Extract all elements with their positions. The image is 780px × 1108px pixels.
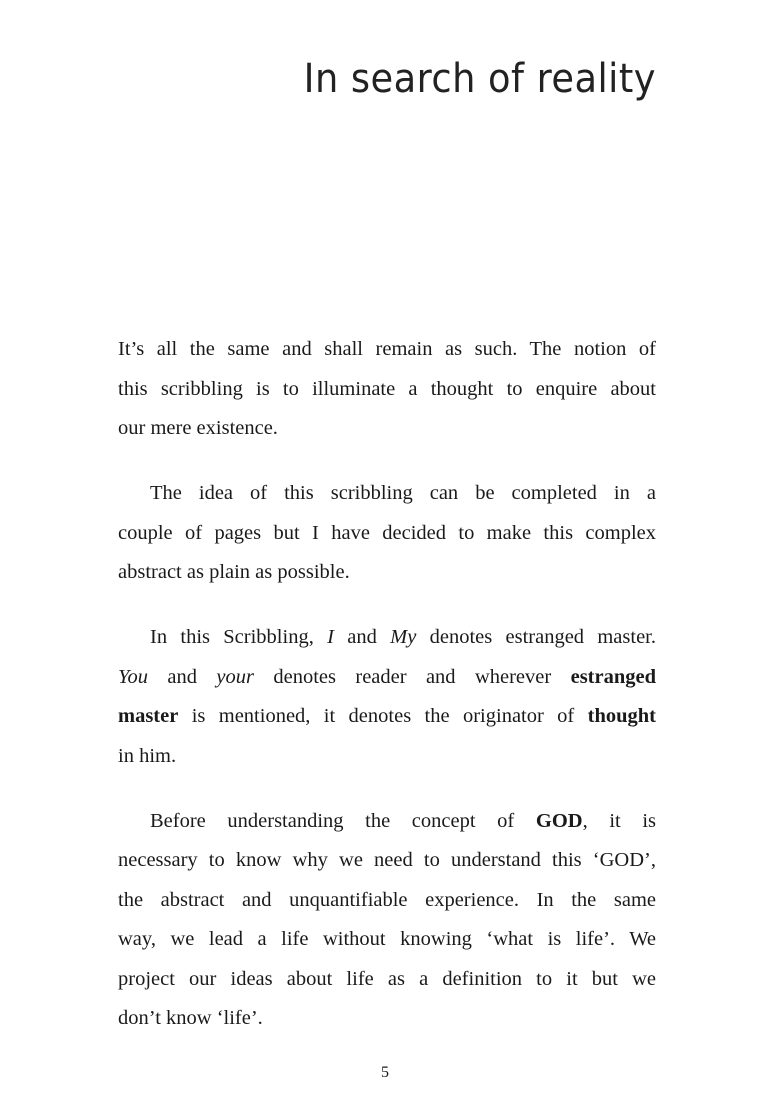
bold-text: thought [587,705,656,727]
text-line [118,409,656,449]
text-line [118,881,656,921]
text-line [118,737,656,777]
text-span: denotes estranged master. [416,626,656,648]
bold-text: estranged [570,665,656,688]
italic-text: I [327,626,334,648]
text-span: The idea of this scribbling can be completed in a [150,482,656,504]
paragraph [118,330,656,449]
text-span: , it is [582,809,656,832]
text-span: way, we lead a life without knowing ‘what is life’. We [118,928,656,950]
text-line [118,370,656,410]
paragraph [118,474,656,593]
paragraph [118,618,656,776]
text-span: in him. [118,744,177,767]
text-span: necessary to know why we need to understand this ‘GOD’, [118,849,656,871]
text-line [118,553,656,593]
text-line [118,697,656,737]
text-span: is mentioned, it denotes the originator of [178,705,588,727]
text-line [118,920,656,960]
text-line [118,330,656,370]
bold-text: GOD [535,809,583,832]
text-span: our mere existence. [118,417,278,439]
text-span: this scribbling is to illuminate a thought to enquire about [118,377,656,400]
text-span: denotes reader and wherever [253,665,571,688]
italic-text: You [118,665,149,688]
text-line [118,960,656,1000]
text-line [118,474,656,514]
text-line [118,802,656,842]
italic-text: My [390,626,417,648]
text-span: Before understanding the concept of [150,809,536,832]
text-line [118,999,656,1039]
text-line [118,658,656,698]
italic-text: your [216,665,254,688]
text-span: the abstract and unquantifiable experience. In the same [118,888,656,911]
text-line [118,841,656,881]
bold-text: master [118,705,179,727]
body-text [118,330,656,1039]
text-span: couple of pages but I have decided to make this complex [118,521,656,544]
page-title: In search of reality [303,56,656,102]
text-span: project our ideas about life as a definition to it but we [118,967,656,990]
text-span: In this Scribbling, [150,626,328,648]
text-span: don’t know ‘life’. [118,1007,263,1029]
text-line [118,618,656,658]
page-number: 5 [381,1064,389,1081]
text-span: and [333,626,391,648]
paragraph [118,802,656,1039]
text-span: It’s all the same and shall remain as such. The notion of [118,338,656,360]
text-span: abstract as plain as possible. [118,561,350,583]
text-span: and [148,665,217,688]
text-line [118,514,656,554]
